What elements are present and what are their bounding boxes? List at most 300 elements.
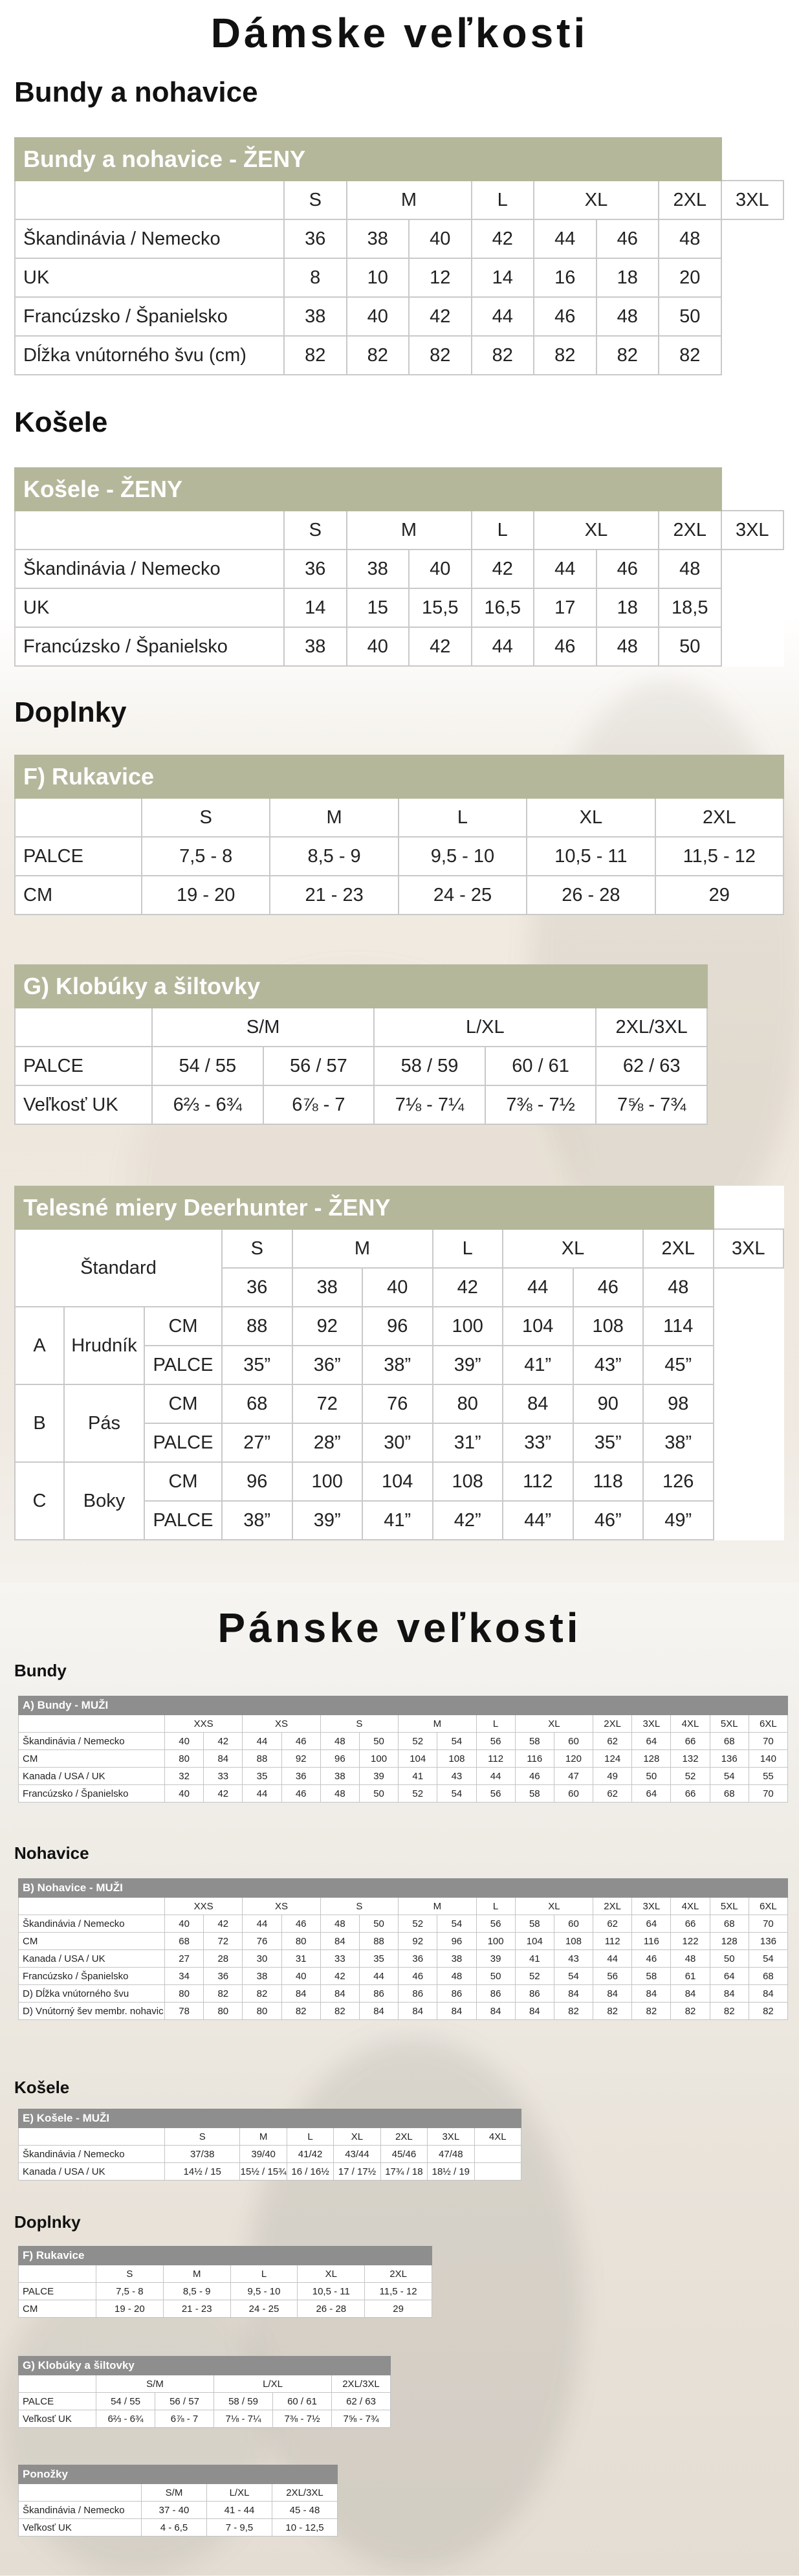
value-cell: 112 — [503, 1462, 573, 1501]
table-row — [19, 1785, 788, 1803]
value-cell: 17 — [534, 588, 597, 627]
value-cell: 10 - 12,5 — [272, 2519, 338, 2537]
table-row — [15, 1047, 707, 1085]
value-cell: 140 — [749, 1750, 787, 1768]
value-cell: 80 — [204, 2003, 243, 2020]
corner-cell — [19, 2128, 165, 2146]
row-label: D) Dĺžka vnútorného švu — [19, 1985, 165, 2003]
value-cell: 56 / 57 — [155, 2393, 214, 2410]
value-cell: 32 — [165, 1768, 204, 1785]
size-header: 2XL/3XL — [596, 1008, 707, 1047]
unit-label: CM — [144, 1462, 222, 1501]
value-cell: 128 — [710, 1933, 749, 1950]
value-cell: 100 — [292, 1462, 363, 1501]
value-cell: 80 — [165, 1750, 204, 1768]
value-cell: 42” — [433, 1501, 503, 1540]
table-row — [19, 2519, 338, 2537]
table-row — [19, 1985, 788, 2003]
value-cell: 7⅜ - 7½ — [485, 1085, 597, 1124]
table-row — [15, 258, 783, 297]
size-header: S — [320, 1715, 398, 1733]
value-cell: 44 — [243, 1785, 281, 1803]
value-cell: 46 — [534, 627, 597, 666]
value-cell: 66 — [671, 1915, 710, 1933]
size-header: XL — [298, 2265, 365, 2283]
value-cell: 7⅛ - 7¼ — [214, 2410, 273, 2428]
value-cell: 48 — [659, 219, 721, 258]
value-cell: 36 — [284, 219, 347, 258]
women-bundy-table — [14, 137, 784, 375]
value-cell: 39” — [292, 1501, 363, 1540]
value-cell: 16 — [534, 258, 597, 297]
value-cell: 88 — [222, 1307, 292, 1346]
value-cell: 60 — [554, 1733, 593, 1750]
value-cell: 48 — [437, 1968, 476, 1985]
value-cell: 82 — [593, 2003, 632, 2020]
value-cell: 41/42 — [287, 2146, 333, 2163]
row-label: UK — [15, 258, 284, 297]
size-header: M — [347, 511, 472, 550]
value-cell: 41 — [515, 1950, 554, 1968]
size-header: XXS — [165, 1898, 243, 1915]
table-row — [19, 2300, 432, 2318]
row-label: CM — [19, 2300, 96, 2318]
size-header: XL — [534, 511, 659, 550]
value-cell: 84 — [476, 2003, 515, 2020]
value-cell: 27” — [222, 1423, 292, 1462]
value-cell: 108 — [433, 1462, 503, 1501]
value-cell: 86 — [437, 1985, 476, 2003]
value-cell: 62 — [593, 1733, 632, 1750]
value-cell: 90 — [573, 1384, 644, 1423]
value-cell: 45 - 48 — [272, 2502, 338, 2519]
corner-cell — [15, 511, 284, 550]
size-header: 4XL — [474, 2128, 521, 2146]
value-cell: 104 — [362, 1462, 433, 1501]
value-cell: 6⅞ - 7 — [263, 1085, 375, 1124]
men-rukavice-table — [18, 2246, 432, 2318]
value-cell: 14 — [284, 588, 347, 627]
value-cell: 60 — [554, 1915, 593, 1933]
value-cell: 50 — [659, 627, 721, 666]
value-cell: 86 — [515, 1985, 554, 2003]
value-cell: 96 — [437, 1933, 476, 1950]
value-cell: 60 / 61 — [273, 2393, 332, 2410]
size-header: M — [270, 798, 398, 837]
value-cell: 100 — [476, 1933, 515, 1950]
value-cell: 46 — [597, 550, 659, 588]
table-row — [19, 2502, 338, 2519]
table-title: G) Klobúky a šiltovky — [15, 965, 707, 1008]
size-header: S — [222, 1229, 292, 1268]
value-cell: 46 — [515, 1768, 554, 1785]
value-cell: 82 — [632, 2003, 671, 2020]
value-cell: 38 — [437, 1950, 476, 1968]
size-header: M — [347, 181, 472, 219]
value-cell: 128 — [632, 1750, 671, 1768]
value-cell: 61 — [671, 1968, 710, 1985]
value-cell: 84 — [710, 1985, 749, 2003]
size-header: 6XL — [749, 1898, 787, 1915]
value-cell: 70 — [749, 1915, 787, 1933]
size-number: 46 — [573, 1268, 644, 1307]
value-cell: 84 — [593, 1985, 632, 2003]
value-cell: 122 — [671, 1933, 710, 1950]
row-label: PALCE — [15, 837, 142, 876]
women-doplnky-heading: Doplnky — [14, 696, 127, 728]
size-header: 3XL — [632, 1715, 671, 1733]
value-cell: 19 - 20 — [142, 876, 270, 915]
value-cell: 16,5 — [472, 588, 534, 627]
value-cell: 80 — [433, 1384, 503, 1423]
value-cell: 108 — [437, 1750, 476, 1768]
value-cell: 124 — [593, 1750, 632, 1768]
value-cell: 54 / 55 — [152, 1047, 263, 1085]
table-row — [15, 550, 783, 588]
size-header: 2XL — [593, 1715, 632, 1733]
value-cell: 58 — [515, 1785, 554, 1803]
value-cell: 58 / 59 — [214, 2393, 273, 2410]
value-cell: 26 - 28 — [298, 2300, 365, 2318]
value-cell: 86 — [476, 1985, 515, 2003]
women-rukavice-table — [14, 755, 784, 915]
value-cell: 84 — [399, 2003, 437, 2020]
value-cell: 15½ / 15¾ — [240, 2163, 287, 2181]
row-label: Škandinávia / Nemecko — [19, 2146, 165, 2163]
size-header: L — [230, 2265, 298, 2283]
row-label: Kanada / USA / UK — [19, 1950, 165, 1968]
value-cell: 64 — [710, 1968, 749, 1985]
value-cell: 47/48 — [428, 2146, 474, 2163]
value-cell: 68 — [165, 1933, 204, 1950]
value-cell: 28 — [204, 1950, 243, 1968]
value-cell: 50 — [659, 297, 721, 336]
size-header: 2XL — [593, 1898, 632, 1915]
group-name: Hrudník — [64, 1307, 144, 1384]
men-kosele-table — [18, 2109, 521, 2181]
value-cell: 44” — [503, 1501, 573, 1540]
size-header: XL — [527, 798, 655, 837]
value-cell: 60 — [554, 1785, 593, 1803]
value-cell: 43” — [573, 1346, 644, 1384]
value-cell: 40 — [409, 550, 472, 588]
value-cell: 84 — [503, 1384, 573, 1423]
table-row — [19, 1750, 788, 1768]
value-cell: 70 — [749, 1733, 787, 1750]
value-cell: 68 — [710, 1785, 749, 1803]
value-cell: 35” — [222, 1346, 292, 1384]
value-cell: 82 — [472, 336, 534, 375]
value-cell: 38 — [347, 219, 410, 258]
men-bundy-heading: Bundy — [14, 1661, 67, 1680]
value-cell: 84 — [359, 2003, 398, 2020]
value-cell: 136 — [749, 1933, 787, 1950]
value-cell: 62 — [593, 1785, 632, 1803]
value-cell: 84 — [437, 2003, 476, 2020]
value-cell: 58 — [515, 1915, 554, 1933]
row-label: Škandinávia / Nemecko — [15, 219, 284, 258]
value-cell: 43 — [554, 1950, 593, 1968]
table-row — [19, 2410, 391, 2428]
men-ponozky-table — [18, 2465, 338, 2537]
value-cell: 46 — [632, 1950, 671, 1968]
value-cell: 40 — [165, 1915, 204, 1933]
value-cell: 40 — [409, 219, 472, 258]
value-cell: 54 — [749, 1950, 787, 1968]
table-row — [15, 336, 783, 375]
value-cell: 40 — [165, 1733, 204, 1750]
value-cell: 49” — [643, 1501, 714, 1540]
value-cell: 60 / 61 — [485, 1047, 597, 1085]
table-title: Telesné miery Deerhunter - ŽENY — [15, 1186, 714, 1229]
value-cell: 66 — [671, 1733, 710, 1750]
size-number: 40 — [362, 1268, 433, 1307]
value-cell: 39” — [433, 1346, 503, 1384]
men-doplnky-heading: Doplnky — [14, 2212, 81, 2232]
value-cell: 37 - 40 — [142, 2502, 207, 2519]
value-cell: 43/44 — [334, 2146, 380, 2163]
size-header: L — [287, 2128, 333, 2146]
women-title: Dámske veľkosti — [210, 10, 589, 56]
row-label: Francúzsko / Španielsko — [15, 297, 284, 336]
value-cell: 16 / 16½ — [287, 2163, 333, 2181]
value-cell: 52 — [671, 1768, 710, 1785]
table-row — [15, 876, 783, 915]
value-cell: 126 — [643, 1462, 714, 1501]
value-cell: 132 — [671, 1750, 710, 1768]
size-header: L — [433, 1229, 503, 1268]
value-cell: 7,5 - 8 — [142, 837, 270, 876]
table-row — [19, 2163, 521, 2181]
size-header: XXS — [165, 1715, 243, 1733]
value-cell: 64 — [632, 1733, 671, 1750]
value-cell: 14½ / 15 — [165, 2163, 240, 2181]
value-cell: 11,5 - 12 — [365, 2283, 432, 2300]
value-cell: 9,5 - 10 — [230, 2283, 298, 2300]
value-cell: 44 — [243, 1733, 281, 1750]
value-cell: 56 — [476, 1785, 515, 1803]
women-telesne-table — [14, 1186, 784, 1540]
value-cell: 55 — [749, 1768, 787, 1785]
table-title: A) Bundy - MUŽI — [19, 1696, 788, 1715]
value-cell: 48 — [671, 1950, 710, 1968]
row-label: Škandinávia / Nemecko — [19, 2502, 142, 2519]
value-cell: 17¾ / 18 — [380, 2163, 427, 2181]
value-cell: 36 — [399, 1950, 437, 1968]
unit-label: PALCE — [144, 1346, 222, 1384]
value-cell: 86 — [359, 1985, 398, 2003]
value-cell: 54 — [437, 1915, 476, 1933]
value-cell: 42 — [204, 1733, 243, 1750]
table-row — [15, 1085, 707, 1124]
value-cell: 38 — [284, 627, 347, 666]
value-cell: 19 - 20 — [96, 2300, 164, 2318]
value-cell: 48 — [597, 627, 659, 666]
value-cell: 114 — [643, 1307, 714, 1346]
group-name: Boky — [64, 1462, 144, 1540]
size-header: 2XL — [643, 1229, 714, 1268]
value-cell: 104 — [399, 1750, 437, 1768]
value-cell: 39/40 — [240, 2146, 287, 2163]
value-cell: 68 — [710, 1915, 749, 1933]
row-label: Francúzsko / Španielsko — [19, 1785, 165, 1803]
value-cell: 8 — [284, 258, 347, 297]
table-row — [19, 2003, 788, 2020]
table-title: Ponožky — [19, 2465, 338, 2484]
size-header: 2XL/3XL — [272, 2484, 338, 2502]
size-header: XL — [515, 1898, 593, 1915]
table-row — [15, 1462, 783, 1501]
value-cell: 84 — [632, 1985, 671, 2003]
value-cell: 92 — [292, 1307, 363, 1346]
value-cell: 52 — [515, 1968, 554, 1985]
row-label: CM — [19, 1933, 165, 1950]
value-cell: 66 — [671, 1785, 710, 1803]
size-header: 3XL — [632, 1898, 671, 1915]
corner-cell — [15, 181, 284, 219]
size-header: 5XL — [710, 1715, 749, 1733]
value-cell: 72 — [204, 1933, 243, 1950]
men-title: Pánske veľkosti — [217, 1604, 582, 1651]
table-row — [15, 1384, 783, 1423]
size-header: 5XL — [710, 1898, 749, 1915]
value-cell: 104 — [515, 1933, 554, 1950]
group-name: Pás — [64, 1384, 144, 1462]
value-cell: 76 — [243, 1933, 281, 1950]
row-label: PALCE — [15, 1047, 152, 1085]
size-header: 3XL — [721, 511, 784, 550]
value-cell: 48 — [320, 1733, 359, 1750]
table-row — [15, 837, 783, 876]
value-cell: 7⅜ - 7½ — [273, 2410, 332, 2428]
size-number: 42 — [433, 1268, 503, 1307]
value-cell: 62 / 63 — [596, 1047, 707, 1085]
value-cell: 6⅔ - 6¾ — [96, 2410, 155, 2428]
table-row — [19, 1915, 788, 1933]
size-header: L — [472, 511, 534, 550]
value-cell: 10,5 - 11 — [527, 837, 655, 876]
value-cell: 82 — [554, 2003, 593, 2020]
size-header: S/M — [152, 1008, 374, 1047]
row-label: Kanada / USA / UK — [19, 1768, 165, 1785]
table-row — [19, 2146, 521, 2163]
row-label: Dĺžka vnútorného švu (cm) — [15, 336, 284, 375]
size-header: L/XL — [207, 2484, 272, 2502]
value-cell: 58 — [632, 1968, 671, 1985]
women-kosele-heading: Košele — [14, 406, 108, 438]
unit-label: PALCE — [144, 1501, 222, 1540]
table-row — [19, 1733, 788, 1750]
value-cell: 100 — [433, 1307, 503, 1346]
value-cell: 82 — [534, 336, 597, 375]
row-label: Veľkosť UK — [15, 1085, 152, 1124]
size-header: 4XL — [671, 1715, 710, 1733]
size-header: 2XL — [659, 181, 721, 219]
value-cell: 38” — [362, 1346, 433, 1384]
row-label: Francúzsko / Španielsko — [15, 627, 284, 666]
women-kosele-table — [14, 467, 784, 667]
size-header: XL — [515, 1715, 593, 1733]
value-cell: 36 — [284, 550, 347, 588]
value-cell: 45/46 — [380, 2146, 427, 2163]
value-cell: 56 / 57 — [263, 1047, 375, 1085]
size-header: S — [284, 511, 347, 550]
table-row — [15, 297, 783, 336]
row-label: Škandinávia / Nemecko — [19, 1733, 165, 1750]
value-cell: 36” — [292, 1346, 363, 1384]
size-header: S/M — [142, 2484, 207, 2502]
value-cell: 28” — [292, 1423, 363, 1462]
table-row — [19, 1768, 788, 1785]
corner-cell — [19, 2484, 142, 2502]
row-label: CM — [15, 876, 142, 915]
size-header: 4XL — [671, 1898, 710, 1915]
value-cell: 98 — [643, 1384, 714, 1423]
row-label: Francúzsko / Španielsko — [19, 1968, 165, 1985]
value-cell: 108 — [554, 1933, 593, 1950]
row-label: CM — [19, 1750, 165, 1768]
value-cell: 33” — [503, 1423, 573, 1462]
size-header: 6XL — [749, 1715, 787, 1733]
value-cell: 82 — [204, 1985, 243, 2003]
value-cell: 84 — [320, 1933, 359, 1950]
value-cell: 8,5 - 9 — [270, 837, 398, 876]
value-cell: 7⅝ - 7¾ — [596, 1085, 707, 1124]
value-cell: 21 - 23 — [270, 876, 398, 915]
value-cell: 38 — [284, 297, 347, 336]
value-cell: 38 — [243, 1968, 281, 1985]
value-cell: 40 — [165, 1785, 204, 1803]
value-cell: 112 — [476, 1750, 515, 1768]
corner-cell — [15, 798, 142, 837]
value-cell: 64 — [632, 1915, 671, 1933]
value-cell: 7 - 9,5 — [207, 2519, 272, 2537]
value-cell: 39 — [359, 1768, 398, 1785]
value-cell: 78 — [165, 2003, 204, 2020]
value-cell: 7⅝ - 7¾ — [332, 2410, 391, 2428]
value-cell: 42 — [472, 550, 534, 588]
value-cell: 47 — [554, 1768, 593, 1785]
value-cell: 11,5 - 12 — [655, 837, 783, 876]
value-cell: 46” — [573, 1501, 644, 1540]
corner-cell — [15, 1008, 152, 1047]
value-cell: 46 — [281, 1915, 320, 1933]
size-header: L/XL — [214, 2375, 332, 2393]
value-cell: 39 — [476, 1950, 515, 1968]
value-cell: 30 — [243, 1950, 281, 1968]
men-nohavice-heading: Nohavice — [14, 1843, 89, 1863]
row-label: Kanada / USA / UK — [19, 2163, 165, 2181]
row-label: Veľkosť UK — [19, 2519, 142, 2537]
value-cell: 82 — [284, 336, 347, 375]
value-cell: 84 — [281, 1985, 320, 2003]
value-cell: 136 — [710, 1750, 749, 1768]
value-cell: 82 — [347, 336, 410, 375]
size-header: XL — [534, 181, 659, 219]
empty-cell — [474, 2163, 521, 2181]
table-title: F) Rukavice — [15, 755, 783, 798]
value-cell: 15 — [347, 588, 410, 627]
table-row — [15, 588, 783, 627]
row-label: Veľkosť UK — [19, 2410, 96, 2428]
value-cell: 52 — [399, 1785, 437, 1803]
value-cell: 96 — [320, 1750, 359, 1768]
men-kosele-heading: Košele — [14, 2078, 70, 2097]
unit-label: PALCE — [144, 1423, 222, 1462]
value-cell: 26 - 28 — [527, 876, 655, 915]
value-cell: 104 — [503, 1307, 573, 1346]
value-cell: 27 — [165, 1950, 204, 1968]
